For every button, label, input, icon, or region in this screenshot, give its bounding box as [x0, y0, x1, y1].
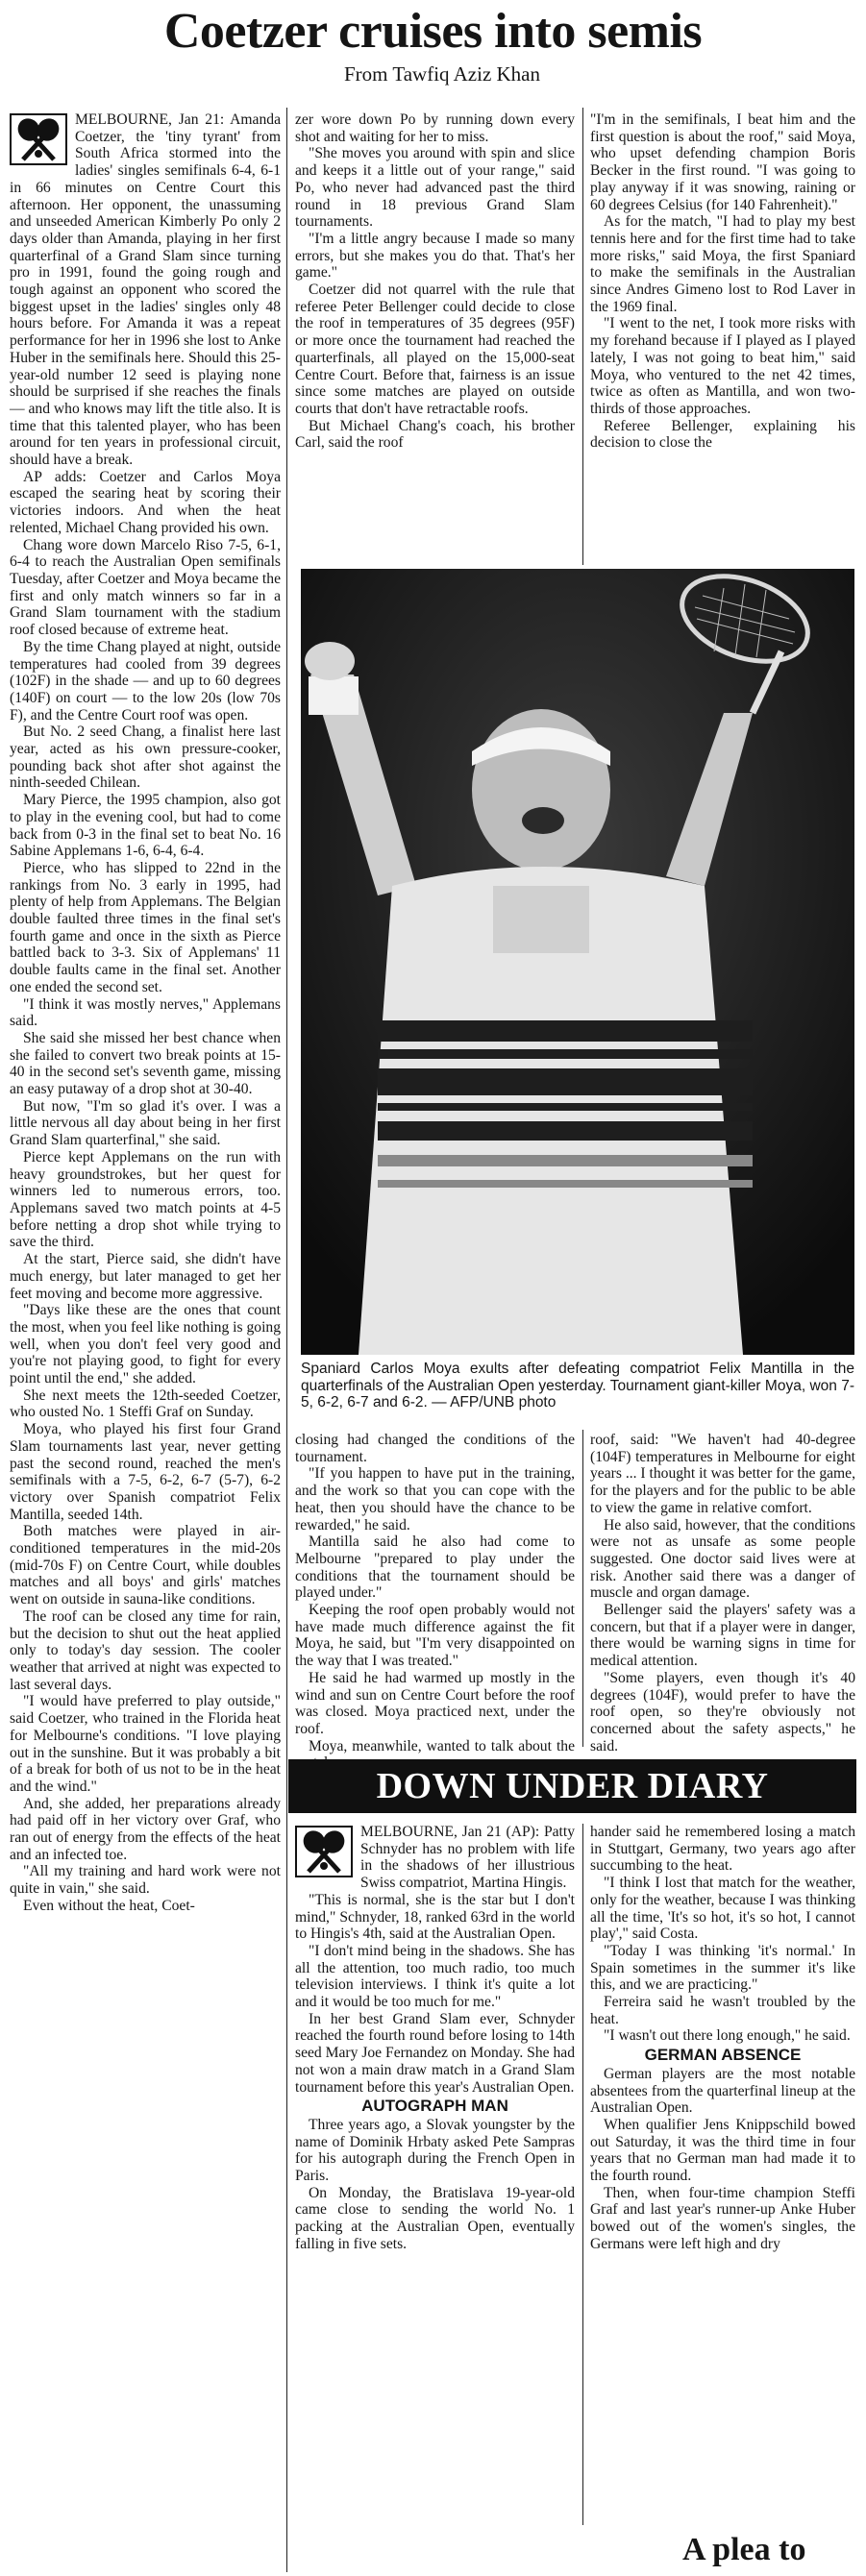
headline: Coetzer cruises into semis [163, 4, 703, 59]
paragraph: Keeping the roof open probably would not have made much difference against the fit Moya, he said, but "I'm very disappointed on the way that I was treated." [295, 1602, 575, 1670]
column-3-top [590, 111, 855, 563]
paragraph: Three years ago, a Slovak youngster by the name of Dominik Hrbaty asked Pete Sampras for his autograph during the French Open in Paris. [295, 2116, 575, 2185]
photo-caption: Spaniard Carlos Moya exults after defeating compatriot Felix Mantilla in the quarterfinals of the Australian Open yesterday. Tournament giant-killer Moya, won 7-5, 6-2, 6-7 and 6-2. — AFP/UNB photo [301, 1361, 854, 1411]
diary-banner: DOWN UNDER DIARY [288, 1759, 856, 1813]
paragraph: German players are the most notable absentees from the quarterfinal lineup at the Australian Open. [590, 2065, 855, 2117]
teaser-headline: A plea to [682, 2532, 806, 2567]
paragraph: "Some players, even though it's 40 degrees (104F), would prefer to have the roof open, so they're obviously not concerned about the safety aspects," he said. [590, 1669, 855, 1754]
column-3-middle [590, 1432, 855, 1754]
diary-column-2 [295, 1824, 575, 2573]
paragraph: Chang wore down Marcelo Riso 7-5, 6-1, 6-4 to reach the Australian Open semifinals Tuesday, after Coetzer and Moya became the first and only match winners so far in a Grand Slam tournament with the stadium roof closed because of extreme heat. [10, 536, 281, 639]
paragraph: Referee Bellenger, explaining his decision to close the [590, 417, 855, 452]
paragraph: On Monday, the Bratislava 19-year-old came close to sending the world No. 1 packing at the Australian Open, eventually falling in five sets. [295, 2184, 575, 2252]
paragraph: "Today I was thinking 'it's normal.' In Spain sometimes in the summer it's like this, and we are practicing." [590, 1942, 855, 1994]
paragraph: He said he had warmed up mostly in the wind and sun on Centre Court before the roof was closed. Moya practiced next, under the roof. [295, 1669, 575, 1737]
paragraph: In her best Grand Slam ever, Schnyder reached the fourth round before losing to 14th seed Mary Joe Fernandez on Monday. She had not won a main draw match in a Grand Slam tournament before this year's Australian Open. [295, 2010, 575, 2096]
paragraph: "I'm in the semifinals, I beat him and the first question is about the roof," said Moya, who upset defending champion Boris Becker in the first round. "I was going to play anyway if it was snowing, raining or 60 degrees Celsius (for 140 Fahrenheit)." [590, 111, 855, 213]
paragraph: But Michael Chang's coach, his brother Carl, said the roof [295, 417, 575, 452]
column-divider [286, 108, 287, 2572]
paragraph: "All my training and hard work were not quite in vain," she said. [10, 1863, 281, 1898]
paragraph: MELBOURNE, Jan 21 (AP): Patty Schnyder has no problem with life in the shadows of her illustrious Swiss compatriot, Martina Hingis. [360, 1824, 575, 1892]
paragraph: Bellenger said the players' safety was a concern, but that if a player were in danger, there would be warning signs in time for medical attention. [590, 1602, 855, 1670]
paragraph: She next meets the 12th-seeded Coetzer, who ousted No. 1 Steffi Graf on Sunday. [10, 1386, 281, 1421]
paragraph: "This is normal, she is the star but I don't mind," Schnyder, 18, ranked 63rd in the world to Hingis's 4th, said at the Australian Open. [295, 1891, 575, 1943]
tennis-rackets-icon [295, 1826, 353, 1877]
paragraph: He also said, however, that the conditions were not as unsafe as some people suggested. One doctor said lives were at risk. Another said there was a danger of muscle and organ damage. [590, 1516, 855, 1602]
paragraph: She said she missed her best chance when she failed to convert two break points at 15-40 in the second set's seventh game, missing an easy putaway of a drop shot at 30-40. [10, 1029, 281, 1098]
column-divider [582, 1824, 583, 2525]
paragraph: At the start, Pierce said, she didn't have much energy, but later managed to get her feet moving and become more aggressive. [10, 1251, 281, 1302]
diary-column-3 [590, 1824, 855, 2520]
paragraph: But No. 2 seed Chang, a finalist here last year, acted as his own pressure-cooker, pounding back shot after shot against the ninth-seeded Chilean. [10, 724, 281, 792]
paragraph: "I wasn't out there long enough," he said. [604, 2027, 851, 2045]
subhead-autograph-man: AUTOGRAPH MAN [361, 2097, 508, 2116]
paragraph: And, she added, her preparations already had paid off in her victory over Graf, who ran out of energy from the effects of the heat and an infected toe. [10, 1795, 281, 1863]
paragraph: Pierce kept Applemans on the run with heavy groundstrokes, but her quest for winners led to numerous errors, too. Applemans saved two match points at 4-5 before netting a drop shot while trying to save the third. [10, 1148, 281, 1251]
paragraph: Pierce, who has slipped to 22nd in the rankings from No. 3 early in 1995, had plenty of help from Applemans. The Belgian double faulted three times in the final set's fourth game and once in the sixth as Pierce battled back to 3-3. Six of Applemans' 11 double faults came in the final set. Another one ended the second set. [10, 859, 281, 995]
paragraph: Mantilla said he also had come to Melbourne "prepared to play under the conditions that the tournament should be played under." [295, 1533, 575, 1602]
photo-carlos-moya [301, 569, 854, 1355]
paragraph: "If you happen to have put in the training, and the work so that you can cope with the heat, then you should have the chance to be rewarded," he said. [295, 1465, 575, 1533]
column-2-top [295, 111, 575, 563]
column-divider [582, 1430, 583, 1747]
column-2-middle [295, 1432, 575, 1754]
paragraph: The roof can be closed any time for rain, but the decision to shut out the heat applied only to today's day session. The cooler weather that arrived at night was expected to last several days. [10, 1607, 281, 1693]
byline: From Tawfiq Aziz Khan [343, 62, 541, 86]
paragraph: Mary Pierce, the 1995 champion, also got to play in the evening cool, but had to come back from 0-3 in the final set to beat No. 16 Sabine Applemans 1-6, 6-4, 6-4. [10, 792, 281, 860]
paragraph: "I think I lost that match for the weather, only for the weather, because I was thinking all the time, 'It's so hot, it's so hot, I cannot play'," said Costa. [590, 1875, 855, 1943]
paragraph: Then, when four-time champion Steffi Graf and last year's runner-up Anke Huber bowed out of the women's singles, the Germans were left high and dry [590, 2184, 855, 2252]
paragraph: "I went to the net, I took more risks with my forehand because if I played as I played lately, I was not going to beat him," said Moya, who ventured to the net 42 times, twice as often as Mantilla, and won two-thirds of those approaches. [590, 315, 855, 417]
tennis-rackets-icon [10, 113, 67, 165]
subhead-german-absence: GERMAN ABSENCE [644, 2046, 802, 2065]
paragraph: Ferreira said he wasn't troubled by the heat. [590, 1994, 855, 2027]
paragraph: AP adds: Coetzer and Carlos Moya escaped the searing heat by scoring their victories indoors. And when the heat relented, Michael Chang provided his own. [10, 468, 281, 536]
paragraph: zer wore down Po by running down every shot and waiting for her to miss. [295, 111, 575, 145]
column-divider [582, 108, 583, 565]
paragraph: By the time Chang played at night, outside temperatures had cooled from 39 degrees (102F) in the shade — and up to 60 degrees (140F) on court — to the low 20s (low 70s F), and the Centre Court roof was open. [10, 638, 281, 724]
paragraph: When qualifier Jens Knippschild bowed out Saturday, it was the third time in four years that no German man had made it to the fourth round. [590, 2116, 855, 2185]
paragraph: Even without the heat, Coet- [23, 1897, 195, 1914]
paragraph: Moya, meanwhile, wanted to talk about the [309, 1737, 575, 1754]
paragraph: "I think it was mostly nerves," Applemans said. [10, 995, 281, 1030]
paragraph: hander said he remembered losing a match in Stuttgart, Germany, two years ago after succumbing to the heat. [590, 1824, 855, 1875]
paragraph: "She moves you around with spin and slice and keeps it a little out of your range," said Po, who never had advanced past the third round in 18 previous Grand Slam tournaments. [295, 145, 575, 231]
column-1 [10, 111, 281, 2573]
paragraph: "I'm a little angry because I made so many errors, but she makes you do that. That's her game." [295, 230, 575, 282]
paragraph: Both matches were played in air-conditioned temperatures in the mid-20s (mid-70s F) on Centre Court, while doubles matches and all boys' and girls' matches went on outside in sauna-like conditions. [10, 1523, 281, 1608]
paragraph: But now, "I'm so glad it's over. I was a little nervous all day about being in her first Grand Slam quarterfinal," she said. [10, 1097, 281, 1149]
paragraph: "Days like these are the ones that count the most, when you feel like nothing is going well, when you don't feel very good and you're not playing good, to fight for every point until the end," she added. [10, 1302, 281, 1387]
paragraph: Moya, who played his first four Grand Slam tournaments last year, never getting past the second round, reached the men's semifinals with a 7-5, 6-2, 6-7 (5-7), 6-2 victory over Spanish compatriot Felix Mantilla, seeded 14th. [10, 1421, 281, 1523]
paragraph: MELBOURNE, Jan 21: Amanda Coetzer, the 'tiny tyrant' from South Africa stormed into the ladies' singles semifinals 6-4, 6-1 in 66 minutes on Centre Court this afternoon. Her opponent, the unassuming and unseeded American Kimberly Po only 2 days older than Amanda, playing in her first quarterfinal of a Grand Slam since turning pro in 1991, found the going rough and tough against an opponent who scored the biggest upset in the ladies' singles only 48 hours before. For Amanda it was a repeat performance for her in 1996 she lost to Anke Huber in the semifinals here. Should this 25-year-old number 12 seed is playing none should be surprised if she reaches the finals — and who knows may lift the title also. It is time that this talented player, who has been around for ten years in professional circuit, should have a break. [10, 111, 281, 469]
paragraph: As for the match, "I had to play my best tennis here and for the first time had to take more risks," said Moya, the first Spaniard to make the semifinals in the Australian since Andres Gimeno lost to Rod Laver in the 1969 final. [590, 213, 855, 315]
paragraph: "I would have preferred to play outside," said Coetzer, who trained in the Florida heat for Melbourne's conditions. "I love playing out in the sunshine. But it was probably a bit of a break for both of us not to be in the heat and the wind." [10, 1693, 281, 1795]
paragraph: roof, said: "We haven't had 40-degree (104F) temperatures in Melbourne for eight years ... I thought it was better for the game, for the players and for the public to be able to view the game in relative comfort. [590, 1432, 855, 1516]
paragraph: closing had changed the conditions of the tournament. [295, 1432, 575, 1465]
paragraph: Coetzer did not quarrel with the rule that referee Peter Bellenger could decide to close the roof in temperatures of 35 degrees (95F) or more once the tournament had reached the quarterfinals, all played on the 15,000-seat Centre Court. Before that, fairness is an issue since some matches are played on outside courts that don't have retractable roofs. [295, 282, 575, 417]
paragraph: "I don't mind being in the shadows. She has all the attention, too much radio, too much television interviews. I think it's quite a lot and it would be too much for me." [295, 1942, 575, 2011]
